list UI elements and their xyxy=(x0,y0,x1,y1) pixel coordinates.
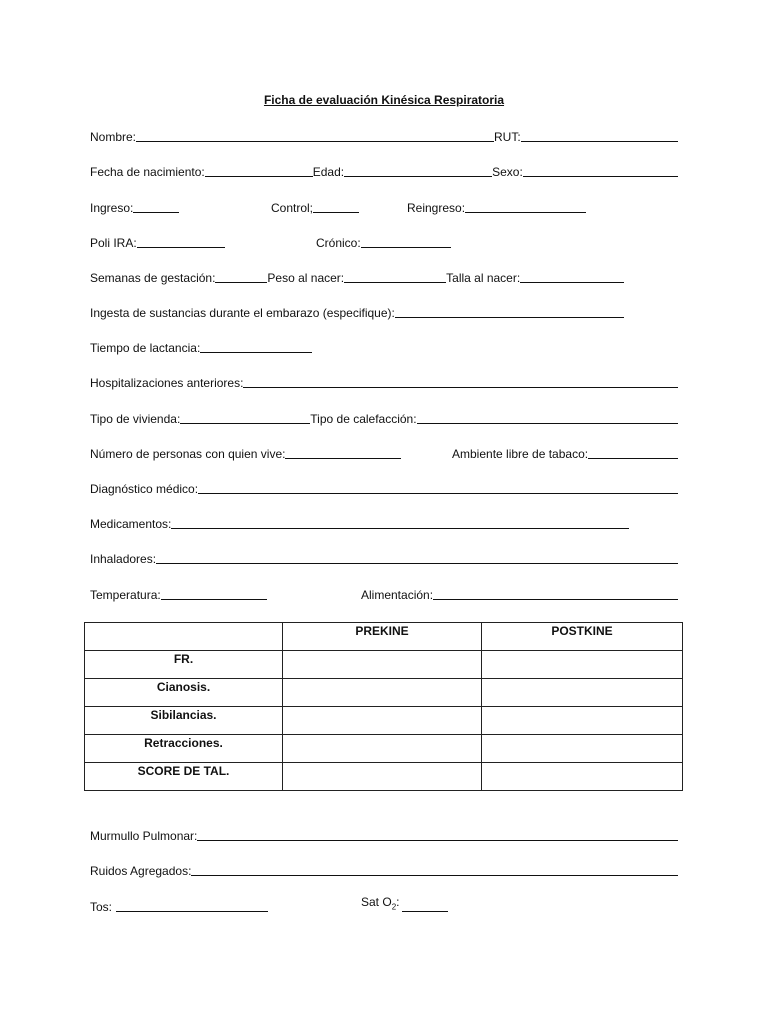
semanas-gestacion-field[interactable] xyxy=(215,270,267,283)
row-temperatura xyxy=(90,586,678,602)
tipo-vivienda-field[interactable] xyxy=(180,411,310,424)
inhaladores-field[interactable] xyxy=(156,551,678,564)
fecha-nacimiento-field[interactable] xyxy=(205,164,313,177)
form-title: Ficha de evaluación Kinésica Respiratoria xyxy=(263,93,505,107)
row-label-cianosis: Cianosis. xyxy=(85,679,283,707)
num-personas-field[interactable] xyxy=(285,446,401,459)
cell-score-prekine[interactable] xyxy=(283,763,482,791)
ingreso-field[interactable] xyxy=(133,200,179,213)
tos-label: Tos: xyxy=(90,900,113,914)
tos-field[interactable] xyxy=(116,899,268,912)
table-row xyxy=(85,763,683,791)
header-postkine: POSTKINE xyxy=(482,623,683,651)
cell-fr-postkine[interactable] xyxy=(482,651,683,679)
hospitalizaciones-label: Hospitalizaciones anteriores: xyxy=(90,376,244,390)
cell-cianosis-postkine[interactable] xyxy=(482,679,683,707)
row-diagnostico xyxy=(90,480,678,496)
table-row xyxy=(85,679,683,707)
medicamentos-label: Medicamentos: xyxy=(90,517,172,531)
peso-nacer-label: Peso al nacer: xyxy=(267,271,345,285)
poli-ira-label: Poli IRA: xyxy=(90,236,137,250)
rut-field[interactable] xyxy=(521,129,678,142)
table-row xyxy=(85,707,683,735)
ambiente-tabaco-field[interactable] xyxy=(588,446,678,459)
lactancia-label: Tiempo de lactancia: xyxy=(90,341,201,355)
sat-o2-subscript: 2 xyxy=(391,902,397,911)
sexo-field[interactable] xyxy=(523,164,678,177)
table-row xyxy=(85,735,683,763)
lactancia-field[interactable] xyxy=(200,340,312,353)
cell-fr-prekine[interactable] xyxy=(283,651,482,679)
murmullo-label: Murmullo Pulmonar: xyxy=(90,829,198,843)
row-nombre-rut xyxy=(90,128,678,144)
cronico-field[interactable] xyxy=(361,235,451,248)
edad-field[interactable] xyxy=(344,164,492,177)
inhaladores-label: Inhaladores: xyxy=(90,552,157,566)
row-hospitalizaciones xyxy=(90,374,678,390)
cell-retracciones-postkine[interactable] xyxy=(482,735,683,763)
rut-label: RUT: xyxy=(494,130,521,144)
row-gestacion xyxy=(90,269,678,285)
cell-sibilancias-prekine[interactable] xyxy=(283,707,482,735)
ingreso-label: Ingreso: xyxy=(90,201,134,215)
edad-label: Edad: xyxy=(312,165,345,179)
row-label-fr: FR. xyxy=(85,651,283,679)
medicamentos-field[interactable] xyxy=(171,516,629,529)
control-field[interactable] xyxy=(313,200,359,213)
tipo-calefaccion-label: Tipo de calefacción: xyxy=(310,412,417,426)
cell-retracciones-prekine[interactable] xyxy=(283,735,482,763)
header-prekine: PREKINE xyxy=(283,623,482,651)
num-personas-label: Número de personas con quien vive: xyxy=(90,447,286,461)
cell-sibilancias-postkine[interactable] xyxy=(482,707,683,735)
row-inhaladores xyxy=(90,550,678,566)
talla-nacer-field[interactable] xyxy=(520,270,624,283)
tipo-calefaccion-field[interactable] xyxy=(417,411,678,424)
fecha-nacimiento-label: Fecha de nacimiento: xyxy=(90,165,205,179)
control-label: Control; xyxy=(271,201,314,215)
cronico-label: Crónico: xyxy=(316,236,361,250)
reingreso-field[interactable] xyxy=(465,200,586,213)
peso-nacer-field[interactable] xyxy=(344,270,446,283)
nombre-label: Nombre: xyxy=(90,130,137,144)
sexo-label: Sexo: xyxy=(492,165,523,179)
row-ingreso xyxy=(90,199,678,215)
ruidos-label: Ruidos Agregados: xyxy=(90,864,192,878)
talla-nacer-label: Talla al nacer: xyxy=(446,271,521,285)
diagnostico-field[interactable] xyxy=(198,481,678,494)
row-poli-ira xyxy=(90,234,678,250)
row-nacimiento xyxy=(90,163,678,179)
row-vivienda xyxy=(90,410,678,426)
ruidos-field[interactable] xyxy=(191,863,678,876)
cell-score-postkine[interactable] xyxy=(482,763,683,791)
evaluation-table xyxy=(84,622,683,791)
murmullo-field[interactable] xyxy=(197,828,678,841)
temperatura-field[interactable] xyxy=(161,587,267,600)
row-personas-tabaco xyxy=(90,445,678,461)
reingreso-label: Reingreso: xyxy=(407,201,466,215)
row-label-sibilancias: Sibilancias. xyxy=(85,707,283,735)
ingesta-label: Ingesta de sustancias durante el embarazo (especifique): xyxy=(90,306,395,320)
hospitalizaciones-field[interactable] xyxy=(243,375,678,388)
sat-o2-field[interactable] xyxy=(402,899,448,912)
row-murmullo xyxy=(90,827,678,843)
nombre-field[interactable] xyxy=(136,129,494,142)
ambiente-tabaco-label: Ambiente libre de tabaco: xyxy=(452,447,589,461)
row-tos-sat xyxy=(90,894,678,914)
alimentacion-label: Alimentación: xyxy=(361,588,434,602)
poli-ira-field[interactable] xyxy=(137,235,225,248)
ingesta-field[interactable] xyxy=(395,305,624,318)
sat-o2-label: Sat $O_2$: xyxy=(361,894,400,911)
temperatura-label: Temperatura: xyxy=(90,588,161,602)
table-header-row xyxy=(85,623,683,651)
table-row xyxy=(85,651,683,679)
row-ingesta xyxy=(90,304,678,320)
header-empty xyxy=(85,623,283,651)
row-label-score-tal: SCORE DE TAL. xyxy=(85,763,283,791)
row-label-retracciones: Retracciones. xyxy=(85,735,283,763)
alimentacion-field[interactable] xyxy=(433,587,678,600)
tipo-vivienda-label: Tipo de vivienda: xyxy=(90,412,181,426)
diagnostico-label: Diagnóstico médico: xyxy=(90,482,199,496)
row-medicamentos xyxy=(90,515,678,531)
cell-cianosis-prekine[interactable] xyxy=(283,679,482,707)
row-ruidos xyxy=(90,862,678,878)
row-lactancia xyxy=(90,339,678,355)
semanas-gestacion-label: Semanas de gestación: xyxy=(90,271,216,285)
